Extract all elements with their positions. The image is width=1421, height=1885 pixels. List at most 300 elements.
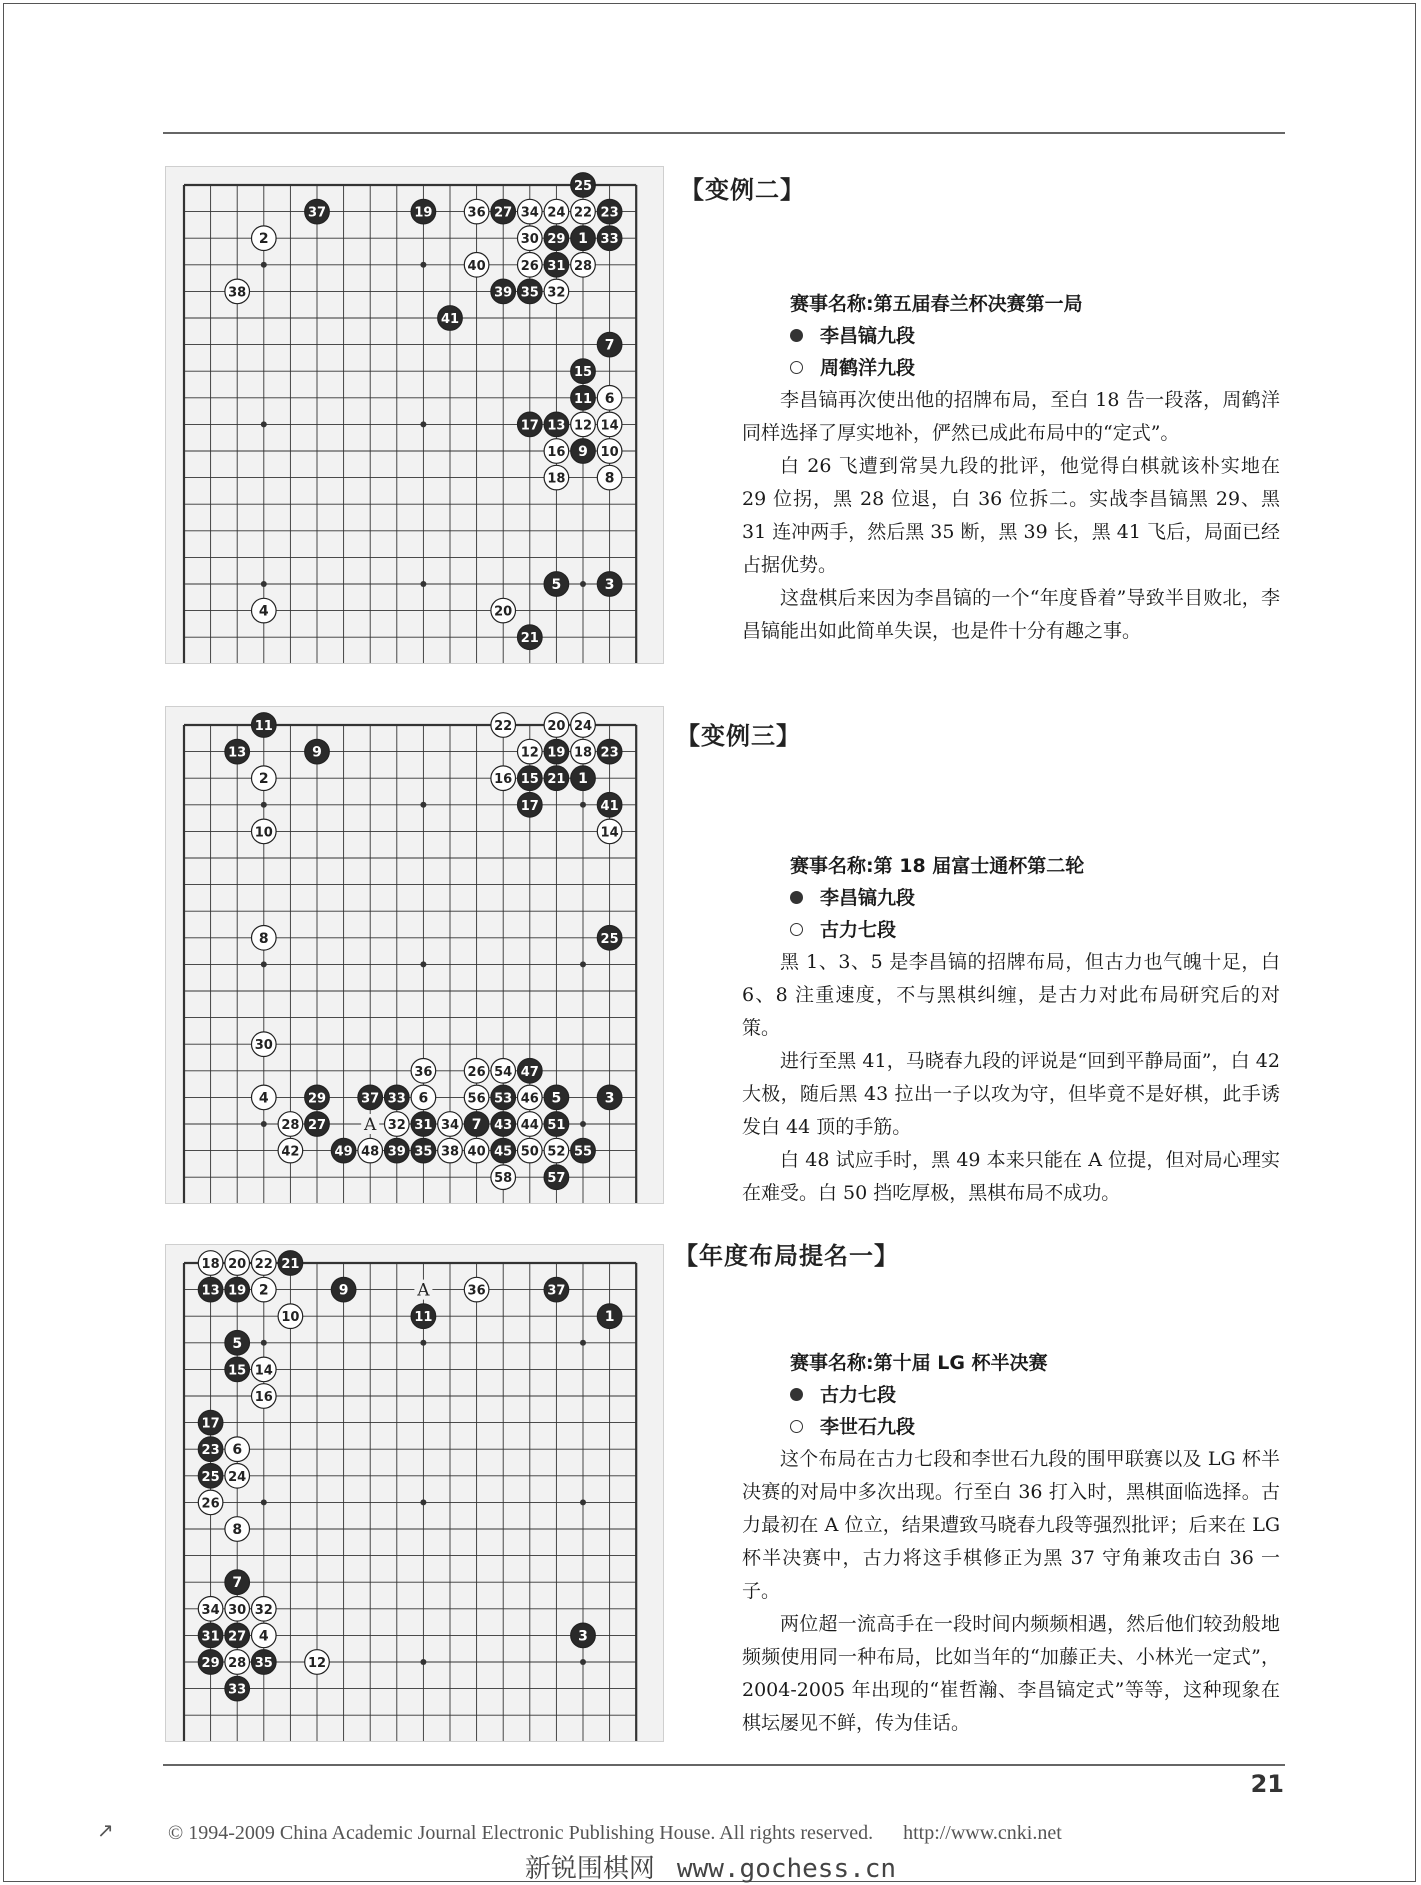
move-number: 26 bbox=[520, 258, 539, 274]
black-stone bbox=[544, 739, 569, 764]
white-stone bbox=[252, 1251, 277, 1276]
star-point bbox=[261, 262, 267, 268]
cnki-link[interactable]: http://www.cnki.net bbox=[903, 1822, 1062, 1844]
black-stone bbox=[597, 572, 622, 597]
white-stone bbox=[571, 713, 596, 738]
paragraph: 白 26 飞遭到常昊九段的批评，他觉得白棋就该朴实地在 29 位拐，黑 28 位退，白 36 位拆二。实战李昌镐黑 29、黑 31 连冲两手，然后黑 35 断，黑 39 长，黑 41 飞后，局面已经占据优势。 bbox=[742, 455, 1280, 576]
star-point bbox=[261, 1121, 267, 1127]
star-point bbox=[580, 1499, 586, 1505]
black-stone bbox=[544, 1112, 569, 1137]
black-stone bbox=[571, 1138, 596, 1163]
paragraph: 进行至黑 41，马晓春九段的评说是“回到平静局面”，白 42 大极，随后黑 43 拉出一子以攻为守，但毕竟不是好棋，此手诱发白 44 顶的手筋。 bbox=[742, 1050, 1280, 1138]
black-stone bbox=[571, 359, 596, 384]
move-number: 54 bbox=[494, 1064, 513, 1080]
move-number: 14 bbox=[254, 1363, 273, 1379]
event-label: 赛事名称: bbox=[790, 293, 874, 315]
section-heading: 【变例三】 bbox=[676, 722, 801, 750]
white-stone bbox=[518, 199, 543, 224]
top-rule bbox=[163, 132, 1285, 134]
black-player-line bbox=[742, 320, 1280, 352]
move-number: 29 bbox=[547, 232, 566, 248]
star-point bbox=[420, 961, 426, 967]
white-stone bbox=[438, 1112, 463, 1137]
black-stone bbox=[225, 1331, 250, 1356]
move-number: 27 bbox=[228, 1629, 247, 1645]
black-stone-icon bbox=[790, 1388, 803, 1401]
white-stone bbox=[252, 926, 277, 951]
black-player: 古力七段 bbox=[820, 1384, 897, 1406]
move-number: 6 bbox=[418, 1090, 429, 1107]
event-line bbox=[742, 1347, 1280, 1379]
move-number: 12 bbox=[307, 1656, 327, 1671]
star-point bbox=[261, 1340, 267, 1346]
black-stone bbox=[571, 439, 596, 464]
move-number: 20 bbox=[494, 604, 513, 620]
move-number: 33 bbox=[600, 232, 619, 248]
move-number: 7 bbox=[232, 1575, 243, 1592]
move-number: 30 bbox=[254, 1038, 273, 1054]
move-number: 41 bbox=[600, 798, 619, 814]
black-stone bbox=[198, 1464, 223, 1489]
white-stone bbox=[225, 1464, 250, 1489]
black-stone bbox=[438, 306, 463, 331]
move-number: 21 bbox=[281, 1257, 300, 1272]
move-number: 8 bbox=[232, 1522, 243, 1538]
black-stone bbox=[518, 625, 543, 650]
white-stone bbox=[571, 739, 596, 764]
white-stone bbox=[571, 253, 596, 278]
white-stone bbox=[252, 226, 277, 251]
move-number: 25 bbox=[201, 1469, 220, 1485]
black-stone bbox=[331, 1277, 356, 1302]
move-number: 8 bbox=[604, 470, 615, 487]
watermark-url: www.gochess.cn bbox=[676, 1854, 897, 1884]
move-number: 12 bbox=[520, 745, 539, 761]
move-number: 11 bbox=[254, 719, 273, 734]
black-player: 李昌镐九段 bbox=[820, 325, 916, 347]
move-number: 6 bbox=[232, 1442, 243, 1459]
black-stone bbox=[385, 1085, 410, 1110]
move-number: 9 bbox=[578, 444, 588, 460]
move-number: 50 bbox=[520, 1144, 539, 1160]
move-number: 35 bbox=[254, 1656, 273, 1671]
move-number: 4 bbox=[258, 1628, 269, 1645]
black-stone bbox=[544, 226, 569, 251]
move-number: 34 bbox=[201, 1602, 220, 1618]
move-number: 15 bbox=[228, 1363, 247, 1379]
move-number: 29 bbox=[201, 1656, 220, 1671]
move-number: 3 bbox=[604, 577, 615, 593]
black-stone bbox=[518, 766, 543, 791]
white-stone bbox=[198, 1597, 223, 1622]
black-stone bbox=[252, 1650, 277, 1675]
white-stone bbox=[518, 739, 543, 764]
move-number: 40 bbox=[467, 258, 486, 274]
move-number: 13 bbox=[547, 418, 566, 434]
copyright-text: © 1994-2009 China Academic Journal Electronic Publishing House. All rights reserved. bbox=[168, 1822, 874, 1844]
black-stone bbox=[225, 1676, 250, 1701]
move-number: 23 bbox=[600, 205, 619, 221]
move-number: 52 bbox=[547, 1144, 566, 1160]
white-stone bbox=[491, 766, 516, 791]
white-stone bbox=[597, 386, 622, 411]
move-number: 15 bbox=[520, 772, 539, 788]
section-heading: 【变例二】 bbox=[680, 176, 805, 204]
white-stone bbox=[252, 1357, 277, 1382]
white-player-line bbox=[742, 352, 1280, 384]
copyright-line bbox=[168, 1822, 1062, 1845]
white-stone bbox=[198, 1251, 223, 1276]
paragraph: 这个布局在古力七段和李世石九段的围甲联赛以及 LG 杯半决赛的对局中多次出现。行至白 36 打入时，黑棋面临选择。古力最初在 A 位立，结果遭致马晓春九段等强烈批评；后来在 LG 杯半决赛中，古力将这手棋修正为黑 37 守角兼攻击白 36 一子。 bbox=[742, 1448, 1280, 1602]
move-number: 2 bbox=[258, 231, 269, 248]
move-number: 42 bbox=[281, 1144, 300, 1160]
event-label: 赛事名称: bbox=[790, 855, 874, 877]
move-number: 16 bbox=[254, 1390, 273, 1405]
black-stone bbox=[198, 1623, 223, 1648]
black-player-line bbox=[742, 882, 1280, 914]
move-number: 6 bbox=[604, 390, 615, 407]
white-stone bbox=[544, 465, 569, 490]
move-number: 5 bbox=[551, 1090, 562, 1107]
star-point bbox=[580, 1659, 586, 1665]
move-number: 33 bbox=[228, 1682, 247, 1698]
move-number: 10 bbox=[254, 825, 273, 841]
move-number: 22 bbox=[573, 205, 593, 221]
black-stone bbox=[411, 1304, 436, 1329]
move-number: 46 bbox=[520, 1091, 539, 1107]
move-number: 18 bbox=[547, 471, 566, 487]
move-number: 32 bbox=[387, 1118, 406, 1133]
go-board-nomination-1 bbox=[165, 1244, 664, 1742]
move-number: 19 bbox=[414, 205, 433, 221]
move-number: 32 bbox=[547, 285, 566, 301]
move-number: 34 bbox=[520, 205, 539, 221]
black-stone bbox=[411, 1112, 436, 1137]
black-stone bbox=[225, 739, 250, 764]
black-stone bbox=[544, 572, 569, 597]
move-number: 41 bbox=[440, 312, 460, 327]
white-stone bbox=[571, 199, 596, 224]
white-stone bbox=[518, 253, 543, 278]
star-point bbox=[580, 1121, 586, 1127]
move-number: 4 bbox=[258, 603, 269, 620]
move-number: 27 bbox=[307, 1118, 327, 1133]
board-svg bbox=[166, 707, 663, 1203]
star-point bbox=[420, 581, 426, 587]
go-board-variation-2 bbox=[165, 166, 664, 664]
move-number: 26 bbox=[467, 1064, 486, 1080]
game-info bbox=[742, 850, 1280, 1210]
move-number: 15 bbox=[573, 365, 593, 381]
white-stone bbox=[571, 412, 596, 437]
event-line bbox=[742, 850, 1280, 882]
board-grid bbox=[184, 725, 636, 1203]
event-name: 第十届 LG 杯半决赛 bbox=[873, 1352, 1048, 1374]
black-stone bbox=[305, 1085, 330, 1110]
white-stone bbox=[518, 1138, 543, 1163]
black-stone bbox=[305, 739, 330, 764]
white-stone bbox=[544, 279, 569, 304]
board-label: A bbox=[417, 1280, 430, 1301]
black-stone bbox=[518, 1059, 543, 1084]
watermark-name: 新锐围棋网 bbox=[524, 1854, 655, 1884]
move-number: 13 bbox=[228, 745, 247, 761]
move-number: 24 bbox=[228, 1469, 247, 1485]
move-number: 57 bbox=[547, 1171, 566, 1187]
move-number: 36 bbox=[467, 1283, 486, 1299]
white-stone bbox=[544, 199, 569, 224]
black-stone bbox=[358, 1085, 383, 1110]
board-svg bbox=[166, 1245, 663, 1741]
move-number: 28 bbox=[228, 1656, 247, 1671]
white-stone bbox=[411, 1059, 436, 1084]
white-stone bbox=[225, 1251, 250, 1276]
move-number: 23 bbox=[201, 1443, 220, 1459]
black-stone bbox=[225, 1357, 250, 1382]
white-stone bbox=[438, 1138, 463, 1163]
white-stone-icon bbox=[790, 923, 803, 936]
white-stone bbox=[252, 1032, 277, 1057]
move-number: 29 bbox=[307, 1091, 327, 1107]
black-stone bbox=[198, 1650, 223, 1675]
white-stone bbox=[518, 1112, 543, 1137]
white-stone bbox=[597, 439, 622, 464]
star-point bbox=[420, 1659, 426, 1665]
move-number: 37 bbox=[307, 205, 327, 221]
white-stone bbox=[518, 226, 543, 251]
white-stone bbox=[252, 1597, 277, 1622]
white-player: 李世石九段 bbox=[820, 1416, 916, 1438]
star-point bbox=[420, 262, 426, 268]
black-stone bbox=[597, 332, 622, 357]
move-number: 21 bbox=[547, 772, 566, 788]
black-stone bbox=[278, 1251, 303, 1276]
move-number: 32 bbox=[254, 1602, 273, 1618]
move-number: 20 bbox=[547, 719, 566, 734]
star-point bbox=[580, 802, 586, 808]
white-stone bbox=[252, 819, 277, 844]
paragraph: 黑 1、3、5 是李昌镐的招牌布局，但古力也气魄十足，白 6、8 注重速度，不与黑棋纠缠，是古力对此布局研究后的对策。 bbox=[742, 951, 1280, 1039]
move-number: 16 bbox=[547, 445, 566, 460]
white-player-line bbox=[742, 914, 1280, 946]
star-point bbox=[261, 581, 267, 587]
move-number: 11 bbox=[414, 1310, 433, 1326]
move-number: 18 bbox=[201, 1257, 220, 1272]
move-number: 51 bbox=[547, 1118, 566, 1133]
black-stone bbox=[571, 173, 596, 198]
white-stone bbox=[464, 199, 489, 224]
black-stone bbox=[597, 1085, 622, 1110]
move-number: 18 bbox=[573, 745, 593, 761]
move-number: 39 bbox=[494, 285, 513, 301]
move-number: 35 bbox=[414, 1144, 433, 1160]
black-stone bbox=[385, 1138, 410, 1163]
black-stone bbox=[544, 253, 569, 278]
star-point bbox=[580, 961, 586, 967]
black-stone-icon bbox=[790, 329, 803, 342]
move-number: 7 bbox=[471, 1117, 482, 1133]
star-point bbox=[261, 421, 267, 427]
move-number: 2 bbox=[258, 1282, 269, 1299]
move-number: 25 bbox=[573, 179, 593, 194]
white-player-line bbox=[742, 1411, 1280, 1443]
black-stone bbox=[544, 766, 569, 791]
move-number: 39 bbox=[387, 1144, 406, 1160]
move-number: 43 bbox=[494, 1118, 513, 1133]
white-stone bbox=[544, 439, 569, 464]
move-number: 12 bbox=[573, 418, 593, 434]
move-number: 31 bbox=[414, 1118, 433, 1133]
move-number: 37 bbox=[547, 1283, 566, 1299]
move-number: 30 bbox=[228, 1602, 247, 1618]
white-stone bbox=[225, 1597, 250, 1622]
event-line bbox=[742, 288, 1280, 320]
black-stone bbox=[464, 1112, 489, 1137]
white-stone bbox=[411, 1085, 436, 1110]
white-stone bbox=[464, 253, 489, 278]
move-number: 53 bbox=[494, 1091, 513, 1107]
star-point bbox=[261, 1499, 267, 1505]
black-stone bbox=[597, 226, 622, 251]
paragraph: 李昌镐再次使出他的招牌布局，至白 18 告一段落，周鹤洋同样选择了厚实地补，俨然已成此布局中的“定式”。 bbox=[742, 389, 1280, 444]
black-stone bbox=[411, 1138, 436, 1163]
move-number: 3 bbox=[578, 1628, 588, 1645]
white-stone bbox=[464, 1277, 489, 1302]
move-number: 1 bbox=[578, 771, 588, 788]
game-info bbox=[742, 1347, 1280, 1740]
move-number: 34 bbox=[440, 1118, 460, 1133]
black-stone bbox=[597, 739, 622, 764]
move-number: 22 bbox=[494, 719, 513, 734]
event-name: 第五届春兰杯决赛第一局 bbox=[873, 293, 1083, 315]
black-stone bbox=[198, 1410, 223, 1435]
move-number: 28 bbox=[573, 258, 593, 274]
move-number: 30 bbox=[520, 232, 539, 248]
black-stone bbox=[331, 1138, 356, 1163]
white-stone bbox=[278, 1138, 303, 1163]
white-stone bbox=[491, 1165, 516, 1190]
move-number: 14 bbox=[600, 825, 619, 841]
board-svg bbox=[166, 167, 663, 663]
white-stone bbox=[252, 1277, 277, 1302]
move-number: 19 bbox=[228, 1283, 247, 1299]
board-grid bbox=[184, 1263, 636, 1741]
move-number: 21 bbox=[520, 631, 539, 647]
white-stone bbox=[225, 279, 250, 304]
white-stone bbox=[464, 1085, 489, 1110]
move-number: 14 bbox=[600, 418, 619, 434]
white-stone bbox=[252, 1384, 277, 1409]
black-stone bbox=[225, 1570, 250, 1595]
move-number: 37 bbox=[361, 1091, 380, 1107]
black-stone bbox=[518, 279, 543, 304]
black-stone bbox=[305, 1112, 330, 1137]
move-number: 17 bbox=[520, 418, 539, 434]
white-stone bbox=[597, 819, 622, 844]
move-number: 28 bbox=[281, 1118, 300, 1133]
event-name: 第 18 届富士通杯第二轮 bbox=[873, 855, 1085, 877]
white-stone bbox=[491, 713, 516, 738]
move-number: 3 bbox=[604, 1090, 615, 1107]
white-stone bbox=[491, 1059, 516, 1084]
black-stone bbox=[491, 199, 516, 224]
move-number: 10 bbox=[600, 445, 619, 460]
black-stone bbox=[411, 199, 436, 224]
bottom-rule bbox=[163, 1764, 1285, 1766]
black-stone bbox=[518, 412, 543, 437]
move-number: 16 bbox=[494, 772, 513, 788]
move-number: 17 bbox=[201, 1416, 220, 1432]
move-number: 56 bbox=[467, 1091, 486, 1107]
move-number: 24 bbox=[573, 719, 593, 734]
white-player: 周鹤洋九段 bbox=[820, 357, 916, 379]
move-number: 58 bbox=[494, 1171, 513, 1187]
white-stone-icon bbox=[790, 361, 803, 374]
move-number: 44 bbox=[520, 1118, 539, 1133]
game-info bbox=[742, 288, 1280, 648]
move-number: 24 bbox=[547, 205, 566, 221]
move-number: 5 bbox=[551, 577, 562, 593]
black-stone bbox=[571, 386, 596, 411]
move-number: 36 bbox=[414, 1064, 433, 1080]
move-number: 31 bbox=[547, 258, 566, 274]
black-stone bbox=[491, 1112, 516, 1137]
white-stone bbox=[464, 1138, 489, 1163]
white-stone bbox=[225, 1437, 250, 1462]
paragraph: 这盘棋后来因为李昌镐的一个“年度昏着”导致半目败北，李昌镐能出如此简单失误，也是件十分有趣之事。 bbox=[742, 587, 1280, 642]
move-number: 9 bbox=[338, 1282, 349, 1299]
move-number: 45 bbox=[494, 1144, 513, 1160]
star-point bbox=[420, 802, 426, 808]
black-stone bbox=[491, 1085, 516, 1110]
move-number: 8 bbox=[258, 930, 269, 947]
black-stone bbox=[225, 1277, 250, 1302]
star-point bbox=[580, 581, 586, 587]
white-stone bbox=[278, 1112, 303, 1137]
white-stone bbox=[491, 598, 516, 623]
event-label: 赛事名称: bbox=[790, 1352, 874, 1374]
move-number: 20 bbox=[228, 1257, 247, 1272]
black-stone bbox=[544, 1277, 569, 1302]
black-stone bbox=[571, 226, 596, 251]
white-stone bbox=[358, 1138, 383, 1163]
star-point bbox=[580, 1340, 586, 1346]
white-stone bbox=[464, 1059, 489, 1084]
black-stone bbox=[518, 793, 543, 818]
move-number: 9 bbox=[312, 744, 322, 761]
move-number: 35 bbox=[520, 285, 539, 301]
white-stone bbox=[198, 1490, 223, 1515]
white-stone bbox=[305, 1650, 330, 1675]
white-stone bbox=[252, 1085, 277, 1110]
move-number: 26 bbox=[201, 1496, 220, 1512]
white-stone bbox=[597, 465, 622, 490]
white-player: 古力七段 bbox=[820, 919, 897, 941]
black-stone bbox=[491, 279, 516, 304]
paragraph: 两位超一流高手在一段时间内频频相遇，然后他们较劲般地频频使用同一种布局，比如当年的“加藤正夫、小林光一定式”，2004-2005 年出现的“崔哲瀚、李昌镐定式”等等，这种现象在棋坛屡见不鲜，传为佳话。 bbox=[742, 1613, 1280, 1734]
black-stone bbox=[544, 1085, 569, 1110]
move-number: 1 bbox=[578, 231, 588, 248]
star-point bbox=[420, 1340, 426, 1346]
black-stone bbox=[571, 766, 596, 791]
move-number: 47 bbox=[520, 1064, 539, 1080]
black-stone bbox=[597, 793, 622, 818]
black-stone bbox=[198, 1277, 223, 1302]
star-point bbox=[420, 1499, 426, 1505]
move-number: 33 bbox=[387, 1091, 406, 1107]
white-stone bbox=[225, 1650, 250, 1675]
move-number: 40 bbox=[467, 1144, 486, 1160]
